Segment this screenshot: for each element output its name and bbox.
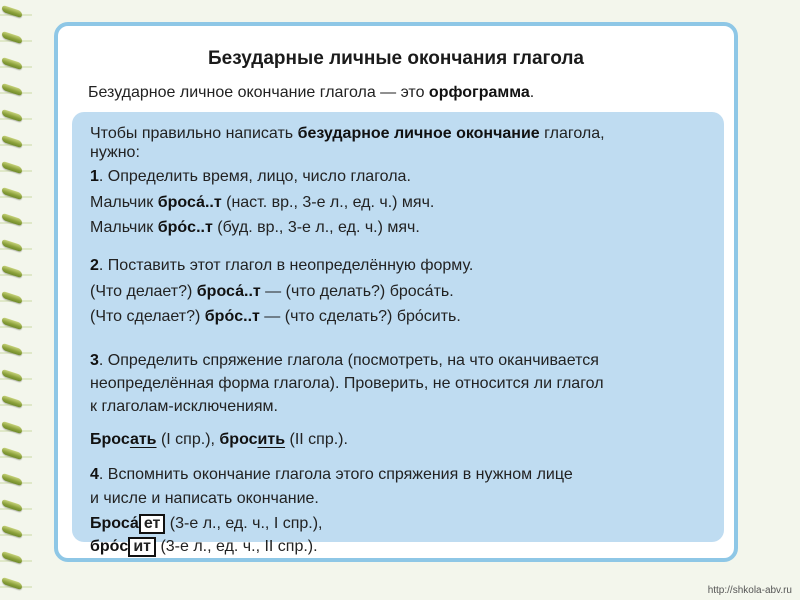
spiral-ring — [2, 421, 22, 434]
step-3: 3. Определить спряжение глагола (посмотреть, на что оканчивается — [90, 352, 599, 369]
step-4-line-2: и числе и написать окончание. — [90, 490, 319, 507]
step-1-example-1: Мальчик броса́..т (наст. вр., 3-е л., ед. ч.) мяч. — [90, 194, 435, 211]
spiral-ring — [2, 135, 22, 148]
step-3-line-2: неопределённая форма глагола). Проверить, не относится ли глагол — [90, 375, 604, 392]
spiral-ring — [2, 395, 22, 408]
intro-line: Безударное личное окончание глагола — это орфограмма. — [88, 84, 535, 101]
spiral-ring — [2, 83, 22, 96]
lead-line: Чтобы правильно написать безударное личное окончание глагола, — [90, 125, 605, 142]
spiral-ring — [2, 317, 22, 330]
notebook-spiral — [0, 0, 32, 600]
spiral-ring — [2, 525, 22, 538]
spiral-ring — [2, 5, 22, 18]
step-2-example-1: (Что делает?) броса́..т — (что делать?) броса́ть. — [90, 283, 454, 300]
step-3-example: Бросать (I спр.), бросить (II спр.). — [90, 431, 348, 448]
step-4-example-2: бро́с ит (3-е л., ед. ч., II спр.). — [90, 538, 318, 555]
spiral-ring — [2, 499, 22, 512]
spiral-ring — [2, 369, 22, 382]
rule-card — [54, 22, 738, 562]
spiral-ring — [2, 447, 22, 460]
step-4-example-1: Броса́ ет (3-е л., ед. ч., I спр.), — [90, 515, 323, 532]
steps-panel — [72, 112, 724, 542]
lead-line-2: нужно: — [90, 144, 140, 161]
step-3-line-3: к глаголам-исключениям. — [90, 398, 278, 415]
spiral-ring — [2, 57, 22, 70]
spiral-ring — [2, 161, 22, 174]
spiral-ring — [2, 213, 22, 226]
spiral-ring — [2, 291, 22, 304]
step-2: 2. Поставить этот глагол в неопределённую форму. — [90, 257, 474, 274]
spiral-ring — [2, 473, 22, 486]
spiral-ring — [2, 187, 22, 200]
source-url: http://shkola-abv.ru — [707, 585, 792, 596]
step-2-example-2: (Что сделает?) бро́с..т — (что сделать?) бро́сить. — [90, 308, 461, 325]
spiral-ring — [2, 109, 22, 122]
spiral-ring — [2, 577, 22, 590]
step-1: 1. Определить время, лицо, число глагола. — [90, 168, 411, 185]
spiral-ring — [2, 239, 22, 252]
ending-box: ет — [139, 514, 166, 534]
spiral-ring — [2, 265, 22, 278]
spiral-ring — [2, 343, 22, 356]
page-title: Безударные личные окончания глагола — [208, 48, 584, 69]
ending-box: ит — [128, 537, 156, 557]
step-4: 4. Вспомнить окончание глагола этого спряжения в нужном лице — [90, 466, 573, 483]
spiral-ring — [2, 31, 22, 44]
step-1-example-2: Мальчик бро́с..т (буд. вр., 3-е л., ед. ч.) мяч. — [90, 219, 420, 236]
spiral-ring — [2, 551, 22, 564]
